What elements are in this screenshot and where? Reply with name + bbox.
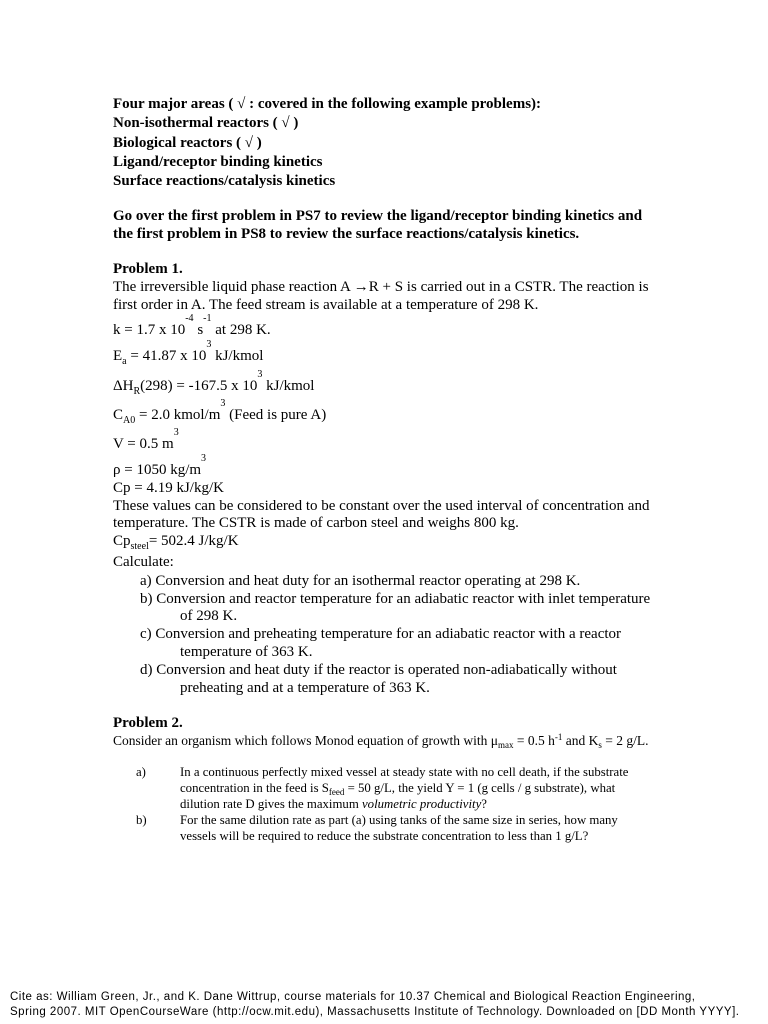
dilution-rate-text: dilution rate D gives the maximum [180,797,359,811]
part-c-continued: temperature of 363 K. [180,644,313,660]
part-b-continued: of 298 K. [180,608,238,624]
heat-of-reaction-value: (298) = -167.5 x 10 [140,378,258,394]
rate-constant-unit-exponent: -1 [203,313,212,324]
steel-heat-capacity-subscript: steel [130,541,149,552]
problem-2-intro [113,733,648,750]
problem-2-part-b-line: vessels will be required to reduce the substrate concentration to less than 1 g/L? [180,829,589,843]
rate-constant-temperature: at 298 K. [215,322,271,338]
mu-max-value: = 0.5 h [516,733,555,748]
area-item-surface-reactions: Surface reactions/catalysis kinetics [113,173,336,189]
feed-text: concentration in the feed is S [180,781,329,795]
steel-heat-capacity-line [113,533,239,551]
problem-2-part-b-label: b) [136,813,147,827]
question-mark: ? [481,797,487,811]
activation-energy-exponent: 3 [206,339,212,350]
feed-concentration-line [113,398,327,426]
volume-line [113,427,179,454]
feed-concentration-note: (Feed is pure A) [229,407,327,423]
area-item-ligand-receptor: Ligand/receptor binding kinetics [113,154,323,170]
feed-value-text: = 50 g/L, the yield Y = 1 (g cells / g substrate), what [347,781,616,795]
activation-energy-subscript: a [122,356,127,367]
feed-concentration-symbol: C [113,407,124,423]
constants-note-line: temperature. The CSTR is made of carbon steel and weighs 800 kg. [113,515,519,531]
heat-capacity-line: Cp = 4.19 kJ/kg/K [113,480,224,496]
problem-2-part-a-line [180,781,615,797]
heat-of-reaction-line [113,369,315,397]
volume-exponent: 3 [173,427,179,438]
ks-value: = 2 g/L. [605,733,649,748]
activation-energy-line [113,339,264,367]
review-note-line: the first problem in PS8 to review the surface reactions/catalysis kinetics. [113,226,580,242]
feed-concentration-exponent: 3 [220,398,226,409]
part-c: c) Conversion and preheating temperature for an adiabatic reactor with a reactor [140,626,622,642]
density-line [113,453,207,480]
calculate-label: Calculate: [113,554,174,570]
feed-concentration-subscript: A0 [123,415,136,426]
steel-heat-capacity-value: = 502.4 J/kg/K [148,533,239,549]
citation-footer-line: Cite as: William Green, Jr., and K. Dane Wittrup, course materials for 10.37 Chemical and Biological Reaction Engineering, [10,991,696,1003]
rate-constant-exponent: -4 [185,313,194,324]
problem-2-part-a-label: a) [136,765,146,779]
activation-energy-symbol: E [113,348,123,364]
area-item-non-isothermal: Non-isothermal reactors ( √ ) [113,115,299,131]
mu-max-subscript: max [497,740,514,750]
rate-constant-value: k = 1.7 x 10 [113,322,186,338]
part-b: b) Conversion and reactor temperature for an adiabatic reactor with inlet temperature [140,591,651,607]
ks-symbol: and K [565,733,599,748]
activation-energy-unit: kJ/kmol [215,348,264,364]
rate-constant-line [113,313,271,340]
problem-2-part-a-line [180,797,487,812]
heat-of-reaction-unit: kJ/kmol [266,378,315,394]
part-a: a) Conversion and heat duty for an isothermal reactor operating at 298 K. [140,573,581,589]
problem-2-part-a-line: In a continuous perfectly mixed vessel at steady state with no cell death, if the substrate [180,765,629,779]
heat-of-reaction-subscript: R [133,386,141,397]
areas-heading: Four major areas ( √ : covered in the following example problems): [113,96,542,112]
heat-of-reaction-exponent: 3 [257,369,263,380]
mu-max-exponent: -1 [554,732,563,742]
ks-subscript: s [598,740,602,750]
problem-1-intro-line: first order in A. The feed stream is available at a temperature of 298 K. [113,297,539,313]
part-d: d) Conversion and heat duty if the reactor is operated non-adiabatically without [140,662,617,678]
review-note-line: Go over the first problem in PS7 to review the ligand/receptor binding kinetics and [113,208,643,224]
problem-1-title: Problem 1. [113,261,183,277]
area-item-biological: Biological reactors ( √ ) [113,135,262,151]
constants-note-line: These values can be considered to be constant over the used interval of concentration and [113,498,650,514]
part-d-continued: preheating and at a temperature of 363 K. [180,680,430,696]
volume-value: V = 0.5 m [113,436,174,452]
rate-constant-unit: s [197,322,204,338]
density-value: ρ = 1050 kg/m [113,462,202,478]
volumetric-productivity-term: volumetric productivity [361,797,482,811]
steel-heat-capacity-symbol: Cp [113,533,131,549]
problem-2-title: Problem 2. [113,715,183,731]
feed-subscript: feed [328,787,345,797]
problem-2-intro-text: Consider an organism which follows Monod equation of growth with μ [113,733,498,748]
density-exponent: 3 [201,453,207,464]
problem-1-intro-line: The irreversible liquid phase reaction A →R + S is carried out in a CSTR. The reaction is [113,279,649,295]
heat-of-reaction-symbol: ΔH [113,378,134,394]
feed-concentration-value: = 2.0 kmol/m [139,407,221,423]
activation-energy-value: = 41.87 x 10 [130,348,207,364]
citation-footer-line: Spring 2007. MIT OpenCourseWare (http://ocw.mit.edu), Massachusetts Institute of Technology. Downloaded on [DD Month YYYY]. [10,1006,740,1018]
problem-2-part-b-line: For the same dilution rate as part (a) using tanks of the same size in series, how many [180,813,618,827]
